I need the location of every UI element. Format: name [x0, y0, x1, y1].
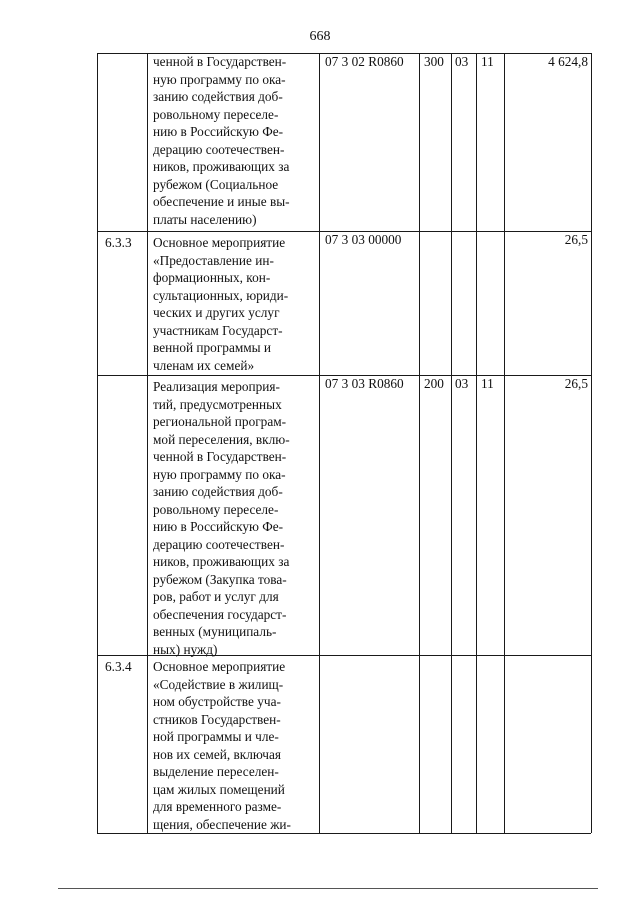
item-description	[153, 375, 315, 655]
description-line: Основное мероприятие	[153, 235, 286, 250]
description-line: формационных, кон-	[153, 270, 271, 285]
item-description	[153, 231, 315, 375]
table-row	[97, 655, 591, 833]
description-line: рубежом (Социальное	[153, 176, 279, 192]
description-line: обеспечения государст-	[153, 606, 287, 622]
item-number	[105, 53, 147, 231]
item-number: 6.3.3	[105, 235, 132, 250]
description-line: обеспечение и иные вы-	[153, 194, 290, 209]
description-line: ченной в Государствен-	[153, 54, 287, 69]
table-body	[97, 53, 591, 833]
amount: 26,5	[564, 232, 588, 247]
description-line: венных (муниципаль-	[153, 624, 277, 639]
description-line: ровольному переселе-	[153, 501, 279, 517]
description-line: платы населению)	[153, 211, 257, 227]
item-description	[153, 655, 315, 833]
item-number	[105, 375, 147, 655]
description-line: Основное мероприятие	[153, 659, 286, 674]
budget-code: 07 3 02 R0860	[325, 54, 404, 69]
section-code: 03	[455, 376, 469, 391]
description-line: занию содействия доб-	[153, 484, 283, 499]
description-line: выделение переселен-	[153, 764, 279, 779]
description-line: занию содействия доб-	[153, 89, 283, 104]
description-line: дерацию соотечествен-	[153, 141, 285, 157]
expense-type: 300	[424, 54, 444, 69]
description-line: региональной програм-	[153, 414, 287, 429]
row-divider	[97, 833, 591, 834]
description-line: нию в Российскую Фе-	[153, 519, 284, 534]
description-line: Реализация мероприя-	[153, 379, 280, 394]
amount: 4 624,8	[548, 54, 588, 69]
description-line: ров, работ и услуг для	[153, 589, 279, 604]
budget-code: 07 3 03 00000	[325, 232, 402, 247]
page-number: 668	[309, 29, 331, 44]
description-line: ную программу по ока-	[153, 71, 286, 87]
description-line: ченной в Государствен-	[153, 449, 287, 464]
item-description	[153, 53, 315, 231]
description-line: цам жилых помещений	[153, 781, 285, 797]
description-line: дерацию соотечествен-	[153, 536, 285, 552]
subsection-code: 11	[481, 54, 494, 69]
description-line: венной программы и	[153, 340, 272, 355]
description-line: ную программу по ока-	[153, 466, 286, 482]
description-line: тий, предусмотренных	[153, 396, 282, 412]
amount: 26,5	[564, 376, 588, 391]
description-line: ников, проживающих за	[153, 554, 290, 569]
description-line: ческих и других услуг	[153, 305, 280, 320]
column-divider	[591, 53, 592, 833]
description-line: ных) нужд)	[153, 641, 218, 657]
description-line: участникам Государст-	[153, 322, 283, 338]
description-line: ников, проживающих за	[153, 159, 290, 174]
table-row	[97, 53, 591, 231]
section-code: 03	[455, 54, 469, 69]
description-line: стников Государствен-	[153, 711, 281, 727]
description-line: для временного разме-	[153, 799, 282, 814]
description-line: «Предоставление ин-	[153, 252, 274, 268]
description-line: щения, обеспечение жи-	[153, 816, 291, 832]
description-line: членам их семей»	[153, 357, 255, 373]
description-line: нов их семей, включая	[153, 746, 282, 762]
description-line: ной программы и чле-	[153, 729, 279, 744]
description-line: мой переселения, вклю-	[153, 431, 290, 447]
description-line: сультационных, юриди-	[153, 287, 289, 303]
table-row	[97, 375, 591, 655]
description-line: рубежом (Закупка това-	[153, 571, 287, 587]
table-row	[97, 231, 591, 375]
item-number: 6.3.4	[105, 659, 132, 674]
subsection-code: 11	[481, 376, 494, 391]
footer-rule	[58, 888, 598, 889]
description-line: нию в Российскую Фе-	[153, 124, 284, 139]
expense-type: 200	[424, 376, 444, 391]
description-line: «Содействие в жилищ-	[153, 676, 284, 692]
budget-code: 07 3 03 R0860	[325, 376, 404, 391]
description-line: ровольному переселе-	[153, 106, 279, 122]
description-line: ном обустройстве уча-	[153, 694, 281, 709]
